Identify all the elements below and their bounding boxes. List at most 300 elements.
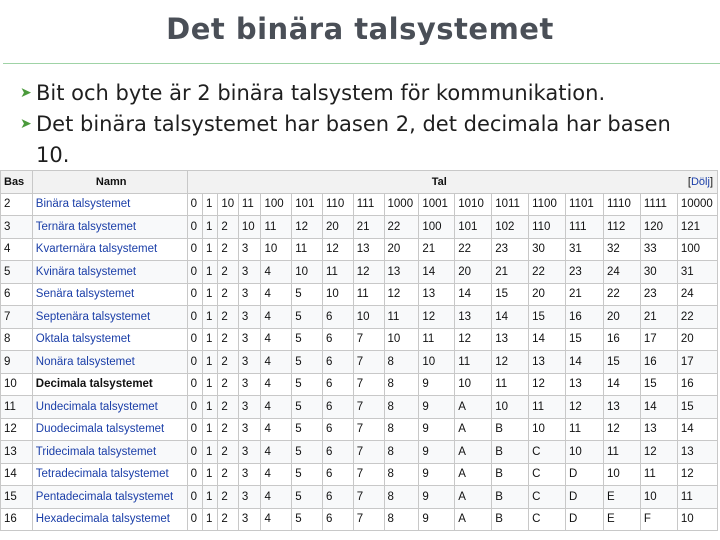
hide-toggle-label: Dölj xyxy=(690,175,710,188)
table-body xyxy=(1,193,718,531)
value-cell: 1101 xyxy=(566,193,604,216)
bullet-item xyxy=(20,109,710,171)
bullet-text: Bit och byte är 2 binära talsystem för kommunikation. xyxy=(36,81,606,105)
value-cell: 14 xyxy=(640,396,677,419)
value-cell: 20 xyxy=(603,306,640,329)
value-cell: 22 xyxy=(529,261,566,284)
value-cell: 1 xyxy=(203,463,218,486)
value-cell: 1 xyxy=(203,283,218,306)
system-name-cell xyxy=(32,328,187,351)
bullet-list xyxy=(20,78,710,171)
value-cell: 5 xyxy=(292,306,323,329)
value-cell: 4 xyxy=(261,351,292,374)
value-cell: 10 xyxy=(218,193,239,216)
value-cell: D xyxy=(566,508,604,531)
value-cell: 3 xyxy=(238,238,261,261)
value-cell: 100 xyxy=(677,238,717,261)
value-cell: 5 xyxy=(292,441,323,464)
value-cell: 5 xyxy=(292,373,323,396)
value-cell: 2 xyxy=(218,216,239,239)
table-row xyxy=(1,216,718,239)
arrow-bullet-icon: ➤ xyxy=(20,116,32,132)
base-cell: 3 xyxy=(1,216,33,239)
system-name-cell xyxy=(32,283,187,306)
value-cell: 12 xyxy=(640,441,677,464)
value-cell: 12 xyxy=(455,328,492,351)
value-cell: 10 xyxy=(677,508,717,531)
value-cell: 8 xyxy=(384,373,419,396)
value-cell: 17 xyxy=(640,328,677,351)
value-cell: 8 xyxy=(384,463,419,486)
value-cell: 15 xyxy=(529,306,566,329)
value-cell: 12 xyxy=(566,396,604,419)
value-cell: 3 xyxy=(238,283,261,306)
system-name-link[interactable]: Tridecimala talsystemet xyxy=(35,445,157,458)
value-cell: 14 xyxy=(529,328,566,351)
value-cell: 13 xyxy=(603,396,640,419)
value-cell: 31 xyxy=(566,238,604,261)
value-cell: 11 xyxy=(384,306,419,329)
base-cell: 4 xyxy=(1,238,33,261)
system-name-link[interactable]: Senära talsystemet xyxy=(35,288,135,301)
value-cell: 1 xyxy=(203,418,218,441)
value-cell: 3 xyxy=(238,418,261,441)
value-cell: 10 xyxy=(261,238,292,261)
value-cell: 21 xyxy=(566,283,604,306)
value-cell: 10 xyxy=(603,463,640,486)
value-cell: 15 xyxy=(677,396,717,419)
table-row xyxy=(1,193,718,216)
value-cell: 13 xyxy=(455,306,492,329)
value-cell: 1 xyxy=(203,396,218,419)
system-name-link[interactable]: Kvinära talsystemet xyxy=(35,265,137,278)
column-header-tal-label: Tal xyxy=(431,175,447,188)
value-cell: 1 xyxy=(203,486,218,509)
value-cell: 7 xyxy=(353,418,384,441)
table-row xyxy=(1,328,718,351)
base-cell: 9 xyxy=(1,351,33,374)
value-cell: 21 xyxy=(419,238,455,261)
value-cell: 7 xyxy=(353,373,384,396)
value-cell: 5 xyxy=(292,508,323,531)
value-cell: 1000 xyxy=(384,193,419,216)
value-cell: 4 xyxy=(261,396,292,419)
value-cell: 11 xyxy=(238,193,261,216)
value-cell: 10 xyxy=(640,486,677,509)
arrow-bullet-icon: ➤ xyxy=(20,85,32,101)
value-cell: 7 xyxy=(353,441,384,464)
value-cell: 13 xyxy=(419,283,455,306)
value-cell: 12 xyxy=(603,418,640,441)
value-cell: 2 xyxy=(218,261,239,284)
value-cell: 120 xyxy=(640,216,677,239)
value-cell: 0 xyxy=(187,373,202,396)
value-cell: 10 xyxy=(384,328,419,351)
table-row xyxy=(1,261,718,284)
value-cell: B xyxy=(492,441,529,464)
value-cell: 4 xyxy=(261,373,292,396)
system-name-cell xyxy=(32,238,187,261)
value-cell: 30 xyxy=(529,238,566,261)
base-cell: 11 xyxy=(1,396,33,419)
value-cell: 6 xyxy=(322,328,353,351)
system-name-link[interactable]: Undecimala talsystemet xyxy=(35,400,158,413)
value-cell: 23 xyxy=(492,238,529,261)
value-cell: C xyxy=(529,486,566,509)
table-row xyxy=(1,463,718,486)
value-cell: 23 xyxy=(640,283,677,306)
value-cell: 22 xyxy=(384,216,419,239)
table-header-row xyxy=(1,171,718,194)
value-cell: 102 xyxy=(492,216,529,239)
value-cell: 8 xyxy=(384,418,419,441)
base-cell: 12 xyxy=(1,418,33,441)
system-name-link[interactable]: Kvarternära talsystemet xyxy=(35,243,158,256)
value-cell: 0 xyxy=(187,283,202,306)
value-cell: 0 xyxy=(187,486,202,509)
base-cell: 16 xyxy=(1,508,33,531)
value-cell: 111 xyxy=(353,193,384,216)
value-cell: 4 xyxy=(261,328,292,351)
base-cell: 7 xyxy=(1,306,33,329)
value-cell: 6 xyxy=(322,306,353,329)
value-cell: 13 xyxy=(384,261,419,284)
value-cell: 12 xyxy=(419,306,455,329)
value-cell: 5 xyxy=(292,463,323,486)
number-systems-table-container xyxy=(0,170,720,532)
value-cell: 4 xyxy=(261,283,292,306)
value-cell: 9 xyxy=(419,396,455,419)
table-row xyxy=(1,508,718,531)
value-cell: 7 xyxy=(353,351,384,374)
value-cell: 15 xyxy=(492,283,529,306)
value-cell: 11 xyxy=(529,396,566,419)
value-cell: 13 xyxy=(640,418,677,441)
value-cell: 2 xyxy=(218,396,239,419)
value-cell: 8 xyxy=(384,508,419,531)
table-row xyxy=(1,418,718,441)
hide-toggle-link[interactable]: [Dölj] xyxy=(687,175,713,188)
value-cell: 0 xyxy=(187,463,202,486)
value-cell: 10 xyxy=(322,283,353,306)
value-cell: 1 xyxy=(203,193,218,216)
value-cell: 3 xyxy=(238,373,261,396)
value-cell: 111 xyxy=(566,216,604,239)
value-cell: 16 xyxy=(603,328,640,351)
value-cell: 12 xyxy=(292,216,323,239)
value-cell: F xyxy=(640,508,677,531)
base-cell: 14 xyxy=(1,463,33,486)
value-cell: 11 xyxy=(261,216,292,239)
value-cell: 14 xyxy=(566,351,604,374)
value-cell: 12 xyxy=(529,373,566,396)
value-cell: 0 xyxy=(187,328,202,351)
value-cell: 11 xyxy=(677,486,717,509)
value-cell: 23 xyxy=(566,261,604,284)
value-cell: 0 xyxy=(187,238,202,261)
value-cell: 16 xyxy=(640,351,677,374)
value-cell: 33 xyxy=(640,238,677,261)
value-cell: 6 xyxy=(322,486,353,509)
value-cell: 1 xyxy=(203,238,218,261)
value-cell: 11 xyxy=(455,351,492,374)
value-cell: 10 xyxy=(566,441,604,464)
value-cell: 15 xyxy=(603,351,640,374)
value-cell: 2 xyxy=(218,463,239,486)
value-cell: 6 xyxy=(322,396,353,419)
value-cell: 0 xyxy=(187,396,202,419)
value-cell: 1 xyxy=(203,328,218,351)
column-header-tal xyxy=(187,171,717,194)
system-name-link[interactable]: Duodecimala talsystemet xyxy=(35,423,165,436)
value-cell: 9 xyxy=(419,441,455,464)
value-cell: B xyxy=(492,463,529,486)
value-cell: 13 xyxy=(353,238,384,261)
value-cell: 20 xyxy=(529,283,566,306)
base-cell: 6 xyxy=(1,283,33,306)
value-cell: 5 xyxy=(292,283,323,306)
value-cell: 6 xyxy=(322,373,353,396)
value-cell: 11 xyxy=(492,373,529,396)
value-cell: 1 xyxy=(203,441,218,464)
value-cell: 3 xyxy=(238,463,261,486)
value-cell: 2 xyxy=(218,373,239,396)
value-cell: 17 xyxy=(677,351,717,374)
value-cell: 11 xyxy=(566,418,604,441)
value-cell: 3 xyxy=(238,351,261,374)
value-cell: A xyxy=(455,396,492,419)
value-cell: 0 xyxy=(187,351,202,374)
value-cell: 13 xyxy=(529,351,566,374)
value-cell: 21 xyxy=(492,261,529,284)
value-cell: 13 xyxy=(492,328,529,351)
system-name-cell xyxy=(32,261,187,284)
value-cell: 2 xyxy=(218,328,239,351)
value-cell: 0 xyxy=(187,441,202,464)
value-cell: A xyxy=(455,441,492,464)
value-cell: 100 xyxy=(419,216,455,239)
value-cell: 6 xyxy=(322,508,353,531)
base-cell: 5 xyxy=(1,261,33,284)
value-cell: 24 xyxy=(603,261,640,284)
value-cell: 2 xyxy=(218,418,239,441)
value-cell: 2 xyxy=(218,441,239,464)
base-cell: 13 xyxy=(1,441,33,464)
table-row xyxy=(1,351,718,374)
value-cell: E xyxy=(603,508,640,531)
value-cell: 0 xyxy=(187,216,202,239)
value-cell: 101 xyxy=(292,193,323,216)
system-name-cell xyxy=(32,508,187,531)
value-cell: 13 xyxy=(677,441,717,464)
system-name-cell xyxy=(32,441,187,464)
value-cell: 3 xyxy=(238,306,261,329)
value-cell: C xyxy=(529,463,566,486)
value-cell: 32 xyxy=(603,238,640,261)
value-cell: 16 xyxy=(677,373,717,396)
value-cell: 10 xyxy=(238,216,261,239)
value-cell: 10 xyxy=(529,418,566,441)
table-row xyxy=(1,373,718,396)
value-cell: 12 xyxy=(677,463,717,486)
value-cell: 1111 xyxy=(640,193,677,216)
value-cell: 3 xyxy=(238,396,261,419)
value-cell: 10 xyxy=(353,306,384,329)
value-cell: 3 xyxy=(238,486,261,509)
system-name-cell xyxy=(32,396,187,419)
value-cell: 11 xyxy=(322,261,353,284)
value-cell: 6 xyxy=(322,441,353,464)
value-cell: 5 xyxy=(292,418,323,441)
system-name-link[interactable]: Nonära talsystemet xyxy=(35,355,135,368)
system-name-link[interactable]: Pentadecimala talsystemet xyxy=(35,490,174,503)
value-cell: 1 xyxy=(203,351,218,374)
value-cell: 9 xyxy=(419,373,455,396)
value-cell: 8 xyxy=(384,351,419,374)
value-cell: 21 xyxy=(353,216,384,239)
value-cell: 8 xyxy=(384,396,419,419)
value-cell: 4 xyxy=(261,441,292,464)
value-cell: 1 xyxy=(203,373,218,396)
value-cell: D xyxy=(566,486,604,509)
value-cell: 101 xyxy=(455,216,492,239)
value-cell: 11 xyxy=(640,463,677,486)
value-cell: 22 xyxy=(455,238,492,261)
column-header-bas: Bas xyxy=(1,171,33,194)
value-cell: 121 xyxy=(677,216,717,239)
value-cell: 9 xyxy=(419,418,455,441)
value-cell: 15 xyxy=(640,373,677,396)
table-row xyxy=(1,283,718,306)
value-cell: 7 xyxy=(353,463,384,486)
value-cell: 9 xyxy=(419,508,455,531)
value-cell: 1 xyxy=(203,216,218,239)
value-cell: 1 xyxy=(203,306,218,329)
value-cell: C xyxy=(529,508,566,531)
value-cell: 112 xyxy=(603,216,640,239)
page-title: Det binära talsystemet xyxy=(166,12,554,46)
value-cell: D xyxy=(566,463,604,486)
system-name-cell: Decimala talsystemet xyxy=(32,373,187,396)
value-cell: 4 xyxy=(261,261,292,284)
system-name-link[interactable]: Ternära talsystemet xyxy=(35,220,137,233)
value-cell: 16 xyxy=(566,306,604,329)
value-cell: 14 xyxy=(419,261,455,284)
value-cell: 100 xyxy=(261,193,292,216)
table-row xyxy=(1,306,718,329)
value-cell: 1110 xyxy=(603,193,640,216)
value-cell: E xyxy=(603,486,640,509)
value-cell: 10 xyxy=(292,261,323,284)
system-name-link[interactable]: Septenära talsystemet xyxy=(35,310,151,323)
value-cell: 14 xyxy=(455,283,492,306)
value-cell: 2 xyxy=(218,508,239,531)
value-cell: 3 xyxy=(238,328,261,351)
value-cell: 4 xyxy=(261,306,292,329)
value-cell: 11 xyxy=(603,441,640,464)
system-name-cell xyxy=(32,351,187,374)
system-name-cell xyxy=(32,486,187,509)
value-cell: 4 xyxy=(261,486,292,509)
value-cell: 12 xyxy=(384,283,419,306)
system-name-link[interactable]: Binära talsystemet xyxy=(35,198,131,211)
bullet-item xyxy=(20,78,710,109)
value-cell: 2 xyxy=(218,238,239,261)
value-cell: 7 xyxy=(353,328,384,351)
value-cell: 4 xyxy=(261,418,292,441)
value-cell: 12 xyxy=(492,351,529,374)
value-cell: 20 xyxy=(455,261,492,284)
value-cell: 5 xyxy=(292,396,323,419)
system-name-cell xyxy=(32,418,187,441)
base-cell: 2 xyxy=(1,193,33,216)
value-cell: 15 xyxy=(566,328,604,351)
system-name-link[interactable]: Oktala talsystemet xyxy=(35,333,131,346)
value-cell: 1011 xyxy=(492,193,529,216)
value-cell: 1 xyxy=(203,508,218,531)
base-cell: 10 xyxy=(1,373,33,396)
value-cell: 7 xyxy=(353,508,384,531)
value-cell: 24 xyxy=(677,283,717,306)
value-cell: 14 xyxy=(677,418,717,441)
value-cell: 4 xyxy=(261,463,292,486)
value-cell: 1001 xyxy=(419,193,455,216)
table-row xyxy=(1,441,718,464)
value-cell: 5 xyxy=(292,486,323,509)
value-cell: 6 xyxy=(322,351,353,374)
value-cell: 10000 xyxy=(677,193,717,216)
system-name-cell xyxy=(32,193,187,216)
value-cell: 12 xyxy=(353,261,384,284)
value-cell: 30 xyxy=(640,261,677,284)
value-cell: 6 xyxy=(322,463,353,486)
value-cell: 110 xyxy=(322,193,353,216)
system-name-cell xyxy=(32,463,187,486)
value-cell: 21 xyxy=(640,306,677,329)
value-cell: 5 xyxy=(292,351,323,374)
value-cell: A xyxy=(455,486,492,509)
value-cell: 7 xyxy=(353,396,384,419)
value-cell: A xyxy=(455,508,492,531)
system-name-cell xyxy=(32,216,187,239)
value-cell: 3 xyxy=(238,441,261,464)
value-cell: 10 xyxy=(455,373,492,396)
value-cell: 14 xyxy=(492,306,529,329)
value-cell: 2 xyxy=(218,486,239,509)
value-cell: 13 xyxy=(566,373,604,396)
value-cell: 22 xyxy=(677,306,717,329)
column-header-namn: Namn xyxy=(32,171,187,194)
value-cell: 20 xyxy=(677,328,717,351)
value-cell: 2 xyxy=(218,351,239,374)
system-name-link[interactable]: Hexadecimala talsystemet xyxy=(35,513,171,526)
value-cell: B xyxy=(492,486,529,509)
value-cell: 20 xyxy=(384,238,419,261)
value-cell: B xyxy=(492,508,529,531)
value-cell: 110 xyxy=(529,216,566,239)
value-cell: 8 xyxy=(384,486,419,509)
value-cell: 2 xyxy=(218,306,239,329)
value-cell: 2 xyxy=(218,283,239,306)
value-cell: C xyxy=(529,441,566,464)
value-cell: 0 xyxy=(187,508,202,531)
value-cell: 11 xyxy=(419,328,455,351)
value-cell: 6 xyxy=(322,418,353,441)
value-cell: 11 xyxy=(292,238,323,261)
value-cell: A xyxy=(455,463,492,486)
value-cell: 0 xyxy=(187,306,202,329)
system-name-link[interactable]: Tetradecimala talsystemet xyxy=(35,468,169,481)
